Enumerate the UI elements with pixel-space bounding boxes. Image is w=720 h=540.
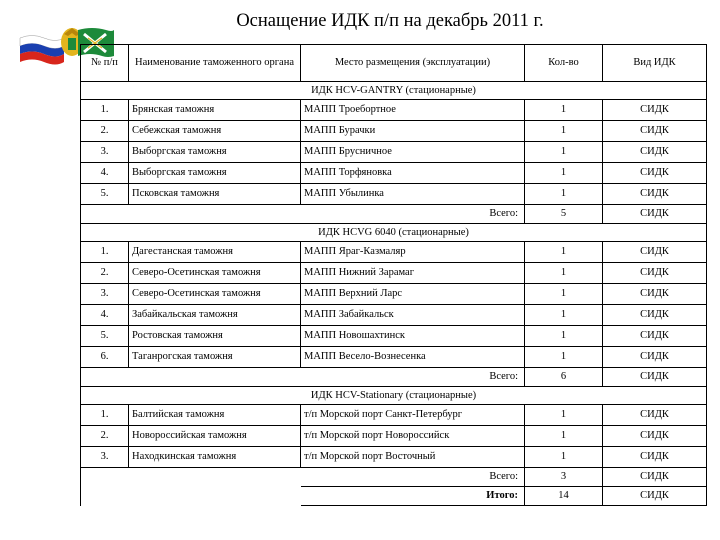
- row-kind: СИДК: [603, 284, 707, 305]
- row-organ: Забайкальская таможня: [129, 305, 301, 326]
- row-place: МАПП Убылинка: [301, 184, 525, 205]
- subtotal-count: 6: [525, 368, 603, 387]
- row-kind: СИДК: [603, 326, 707, 347]
- table-row: [81, 284, 707, 305]
- table-row: [81, 426, 707, 447]
- row-count: 1: [525, 405, 603, 426]
- row-count: 1: [525, 142, 603, 163]
- row-num: 2.: [81, 426, 129, 447]
- table-row: [81, 405, 707, 426]
- russian-flag-icon: [20, 36, 64, 65]
- row-kind: СИДК: [603, 163, 707, 184]
- table-row: [81, 121, 707, 142]
- row-num: 6.: [81, 347, 129, 368]
- table-row: [81, 100, 707, 121]
- table-row: [81, 142, 707, 163]
- row-num: 2.: [81, 263, 129, 284]
- row-count: 1: [525, 305, 603, 326]
- row-kind: СИДК: [603, 121, 707, 142]
- row-num: 4.: [81, 305, 129, 326]
- table-row: [81, 347, 707, 368]
- row-num: 3.: [81, 447, 129, 468]
- section-title: ИДК HCVG 6040 (стационарные): [81, 224, 707, 242]
- subtotal-label: Всего:: [301, 468, 525, 487]
- row-kind: СИДК: [603, 142, 707, 163]
- row-place: т/п Морской порт Новороссийск: [301, 426, 525, 447]
- page-title: Оснащение ИДК п/п на декабрь 2011 г.: [236, 11, 544, 31]
- row-count: 1: [525, 263, 603, 284]
- table-row: [81, 326, 707, 347]
- row-count: 1: [525, 184, 603, 205]
- row-place: МАПП Новошахтинск: [301, 326, 525, 347]
- row-count: 1: [525, 347, 603, 368]
- row-organ: Выборгская таможня: [129, 142, 301, 163]
- table-row: [81, 184, 707, 205]
- row-place: МАПП Нижний Зарамаг: [301, 263, 525, 284]
- header-place: Место размещения (эксплуатации): [301, 45, 525, 82]
- table-header-row: [81, 45, 707, 82]
- row-num: 5.: [81, 326, 129, 347]
- row-place: МАПП Троебортное: [301, 100, 525, 121]
- row-organ: Новороссийская таможня: [129, 426, 301, 447]
- row-organ: Северо-Осетинская таможня: [129, 284, 301, 305]
- row-place: МАПП Яраг-Казмаляр: [301, 242, 525, 263]
- row-place: т/п Морской порт Санкт-Петербург: [301, 405, 525, 426]
- row-kind: СИДК: [603, 184, 707, 205]
- row-kind: СИДК: [603, 242, 707, 263]
- row-count: 1: [525, 426, 603, 447]
- section-title-row: [81, 82, 707, 100]
- header-organ: Наименование таможенного органа: [129, 45, 301, 82]
- subtotal-row: [81, 205, 707, 224]
- row-kind: СИДК: [603, 447, 707, 468]
- table-row: [81, 163, 707, 184]
- row-num: 1.: [81, 242, 129, 263]
- section-title: ИДК HCV-Stationary (стационарные): [81, 387, 707, 405]
- subtotal-row: [81, 368, 707, 387]
- row-num: 3.: [81, 284, 129, 305]
- equipment-table: [80, 44, 707, 506]
- section-title-row: [81, 224, 707, 242]
- row-organ: Дагестанская таможня: [129, 242, 301, 263]
- row-organ: Находкинская таможня: [129, 447, 301, 468]
- row-kind: СИДК: [603, 100, 707, 121]
- subtotal-row: [81, 468, 707, 487]
- row-num: 2.: [81, 121, 129, 142]
- row-num: 3.: [81, 142, 129, 163]
- row-place: МАПП Бурачки: [301, 121, 525, 142]
- header-count: Кол-во: [525, 45, 603, 82]
- row-place: МАПП Брусничное: [301, 142, 525, 163]
- row-place: МАПП Верхний Ларс: [301, 284, 525, 305]
- row-place: т/п Морской порт Восточный: [301, 447, 525, 468]
- table-row: [81, 447, 707, 468]
- row-organ: Выборгская таможня: [129, 163, 301, 184]
- subtotal-kind: СИДК: [603, 468, 707, 487]
- row-num: 4.: [81, 163, 129, 184]
- row-num: 1.: [81, 405, 129, 426]
- row-organ: Северо-Осетинская таможня: [129, 263, 301, 284]
- header-num: № п/п: [81, 45, 129, 82]
- row-count: 1: [525, 447, 603, 468]
- row-organ: Себежская таможня: [129, 121, 301, 142]
- row-place: МАПП Весело-Вознесенка: [301, 347, 525, 368]
- table-row: [81, 263, 707, 284]
- row-organ: Псковская таможня: [129, 184, 301, 205]
- subtotal-kind: СИДК: [603, 368, 707, 387]
- row-place: МАПП Забайкальск: [301, 305, 525, 326]
- row-kind: СИДК: [603, 305, 707, 326]
- row-kind: СИДК: [603, 347, 707, 368]
- grand-total-row: [81, 487, 707, 506]
- subtotal-count: 3: [525, 468, 603, 487]
- table-row: [81, 305, 707, 326]
- row-organ: Ростовская таможня: [129, 326, 301, 347]
- row-count: 1: [525, 326, 603, 347]
- header-kind: Вид ИДК: [603, 45, 707, 82]
- row-count: 1: [525, 284, 603, 305]
- row-num: 1.: [81, 100, 129, 121]
- row-place: МАПП Торфяновка: [301, 163, 525, 184]
- table-row: [81, 242, 707, 263]
- subtotal-label: Всего:: [301, 368, 525, 387]
- row-count: 1: [525, 100, 603, 121]
- grand-total-kind: СИДК: [603, 487, 707, 506]
- grand-total-label: Итого:: [301, 487, 525, 506]
- row-kind: СИДК: [603, 405, 707, 426]
- subtotal-count: 5: [525, 205, 603, 224]
- row-kind: СИДК: [603, 263, 707, 284]
- grand-total-count: 14: [525, 487, 603, 506]
- subtotal-kind: СИДК: [603, 205, 707, 224]
- row-organ: Брянская таможня: [129, 100, 301, 121]
- row-count: 1: [525, 121, 603, 142]
- row-organ: Балтийская таможня: [129, 405, 301, 426]
- row-organ: Таганрогская таможня: [129, 347, 301, 368]
- row-count: 1: [525, 163, 603, 184]
- row-num: 5.: [81, 184, 129, 205]
- section-title-row: [81, 387, 707, 405]
- row-kind: СИДК: [603, 426, 707, 447]
- subtotal-label: Всего:: [301, 205, 525, 224]
- section-title: ИДК HCV-GANTRY (стационарные): [81, 82, 707, 100]
- row-count: 1: [525, 242, 603, 263]
